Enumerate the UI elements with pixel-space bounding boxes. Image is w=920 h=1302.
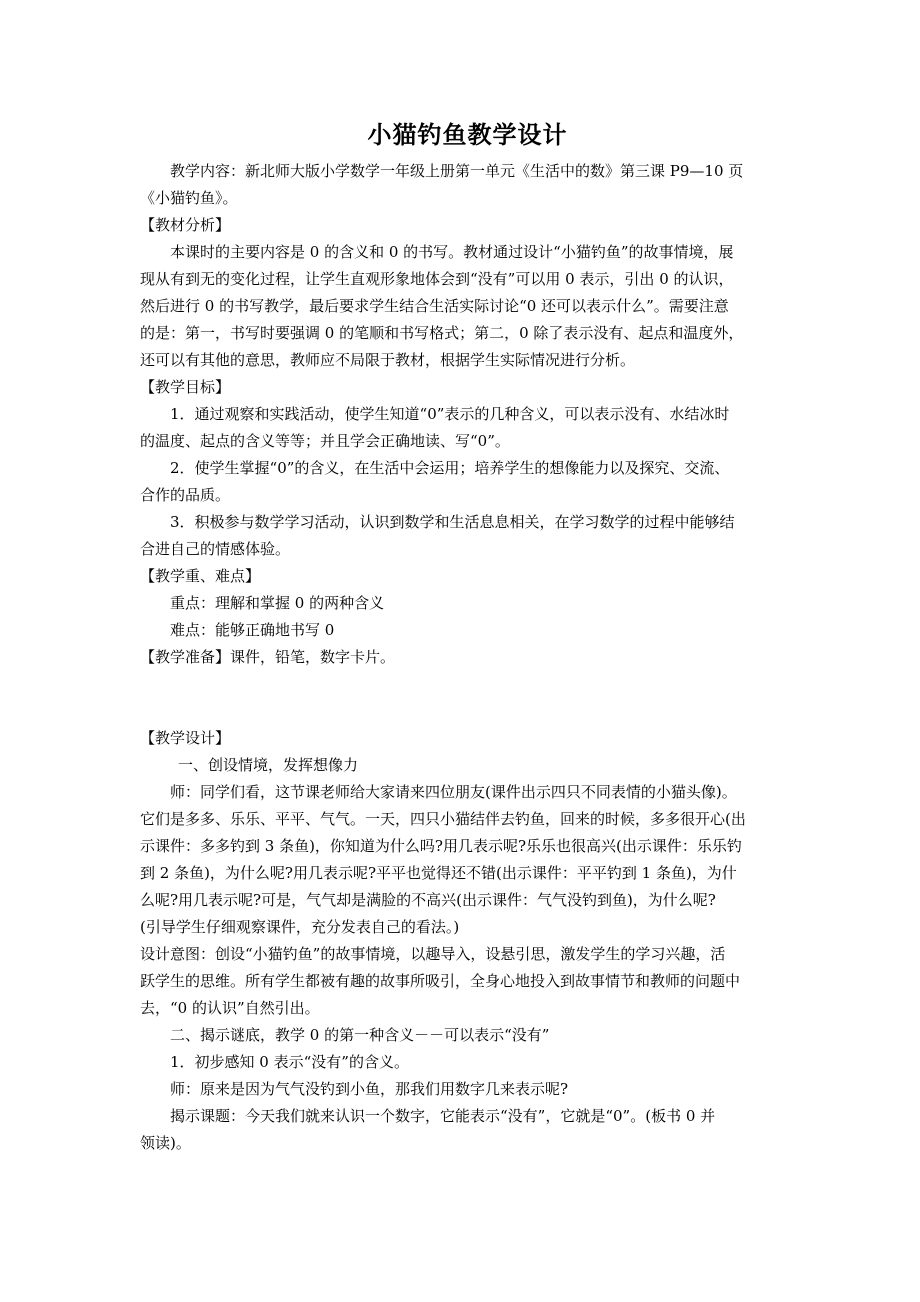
design-intent-line: 设计意图：创设“小猫钓鱼”的故事情境，以趣导入，设悬引思，激发学生的学习兴趣，活 [140,945,726,963]
section-heading-teaching-design: 【教学设计】 [140,729,231,747]
paragraph-line: 示课件：多多钓到 3 条鱼)，你知道为什么吗?用几表示呢?乐乐也很高兴(出示课件：乐乐钓 [140,837,742,855]
paragraph-line: 揭示课题：今天我们就来认识一个数字，它能表示“没有”，它就是“0”。(板书 0 并 [170,1107,716,1125]
section-heading-teaching-goals: 【教学目标】 [140,378,231,396]
goal-item-line: 2．使学生掌握“0”的含义，在生活中会运用；培养学生的想像能力以及探究、交流、 [170,459,730,477]
section-heading-material-analysis: 【教材分析】 [140,216,231,234]
paragraph-line: 本课时的主要内容是 0 的含义和 0 的书写。教材通过设计“小猫钓鱼”的故事情境，展 [170,243,734,261]
goal-item-line: 3．积极参与数学学习活动，认识到数学和生活息息相关，在学习数学的过程中能够结 [170,513,735,531]
design-intent-line: 去，“0 的认识”自然引出。 [140,999,320,1017]
goal-item-line: 1．通过观察和实践活动，使学生知道“0”表示的几种含义，可以表示没有、水结冰时 [170,405,730,423]
document-page [140,118,795,1157]
teaching-content-line-1: 教学内容：新北师大版小学数学一年级上册第一单元《生活中的数》第三课 P9—10 页 [170,162,744,180]
design-intent-line: 跃学生的思维。所有学生都被有趣的故事所吸引，全身心地投入到故事情节和教师的问题中 [140,972,741,990]
goal-item-line: 合进自己的情感体验。 [140,540,291,558]
paragraph-line: 还可以有其他的意思，教师应不局限于教材，根据学生实际情况进行分析。 [140,351,636,369]
paragraph-line: 领读)。 [140,1134,191,1152]
goal-item-line: 合作的品质。 [140,486,231,504]
paragraph-line: 现从有到无的变化过程，让学生直观形象地体会到“没有”可以用 0 表示，引出 0 的认识， [140,270,734,288]
goal-item-line: 的温度、起点的含义等等；并且学会正确地读、写“0”。 [140,432,510,450]
difficulty-line: 难点：能够正确地书写 0 [170,621,335,639]
paragraph-line: 然后进行 0 的书写教学，最后要求学生结合生活实际讨论“0 还可以表示什么”。需要注意 [140,297,729,315]
paragraph-line: 的是：第一，书写时要强调 0 的笔顺和书写格式；第二，0 除了表示没有、起点和温度外， [140,324,744,342]
key-point-line: 重点：理解和掌握 0 的两种含义 [170,594,385,612]
paragraph-line: 它们是多多、乐乐、平平、气气。一天，四只小猫结伴去钓鱼，回来的时候，多多很开心(出 [140,810,746,828]
section-heading-key-points: 【教学重、难点】 [140,567,261,585]
subsection-heading: 一、创设情境，发挥想像力 [178,756,359,774]
paragraph-line: 师：同学们看，这节课老师给大家请来四位朋友(课件出示四只不同表情的小猫头像)。 [170,783,737,801]
paragraph-line: 1．初步感知 0 表示“没有”的含义。 [170,1053,409,1071]
section-heading-preparation: 【教学准备】课件，铅笔，数字卡片。 [140,648,396,666]
paragraph-line: (引导学生仔细观察课件，充分发表自己的看法。) [140,918,460,936]
paragraph-line: 到 2 条鱼)，为什么呢?用几表示呢?平平也觉得还不错(出示课件：平平钓到 1 条鱼)，为什 [140,864,737,882]
teaching-content-line-2: 《小猫钓鱼》。 [140,189,238,207]
document-title: 小猫钓鱼教学设计 [367,120,568,149]
blank-gap [140,671,795,725]
paragraph-line: 师：原来是因为气气没钓到小鱼，那我们用数字几来表示呢? [170,1080,569,1098]
subsection-heading: 二、揭示谜底，教学 0 的第一种含义－－可以表示“没有” [170,1026,550,1044]
paragraph-line: 么呢?用几表示呢?可是，气气却是满脸的不高兴(出示课件：气气没钓到鱼)，为什么呢? [140,891,716,909]
